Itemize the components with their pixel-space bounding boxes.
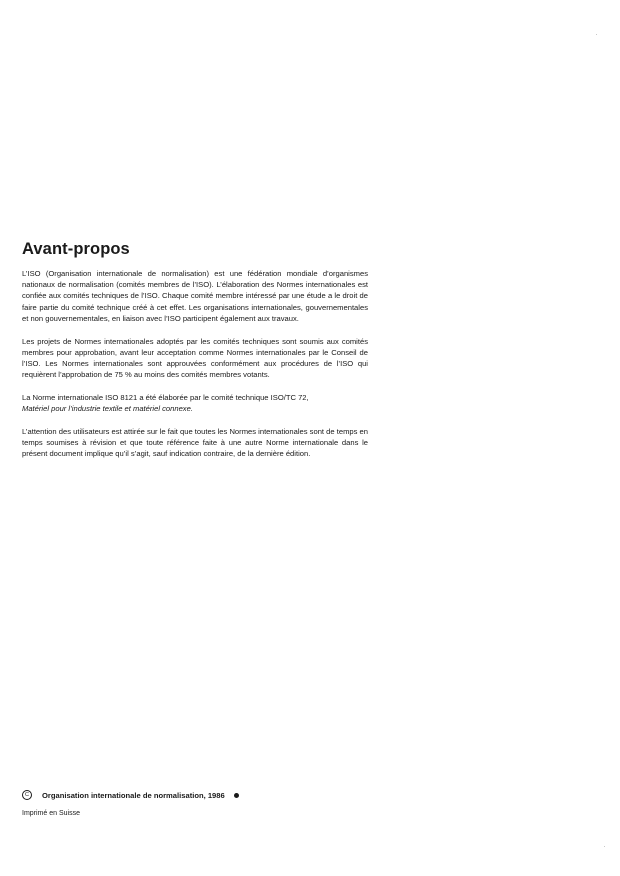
norm-origin-text: La Norme internationale ISO 8121 a été élaborée par le comité technique ISO/TC 72, [22, 393, 309, 403]
scan-speck [604, 846, 605, 847]
printed-in-label: Imprimé en Suisse [22, 810, 80, 817]
copyright-icon: C [22, 790, 32, 800]
paragraph-norm-origin [22, 392, 368, 414]
foreword-body [22, 268, 368, 471]
copyright-text: Organisation internationale de normalisation, 1986 [42, 790, 225, 800]
scan-speck [596, 34, 597, 35]
paragraph-iso-description: L’ISO (Organisation internationale de normalisation) est une fédération mondiale d’organismes nationaux de normalisation (comités membres de l’ISO). L’élaboration des Normes internationales est confiée aux comités techniques de l’ISO. Chaque comité membre intéressé par une étude a le droit de faire partie du comité technique créé à cet effet. Les organisations internationales, gouvernementales et non gouvernementales, en liaison avec l’ISO participent également aux travaux. [22, 269, 368, 323]
paragraph-revision-notice: L’attention des utilisateurs est attirée sur le fait que toutes les Normes internationales sont de temps en temps soumises à révision et que toute référence faite à une autre Norme internationale dans le présent document implique qu’il s’agit, sauf indication contraire, de la dernière édition. [22, 427, 368, 459]
paragraph-approval-process: Les projets de Normes internationales adoptés par les comités techniques sont soumis aux comités membres pour approbation, avant leur acceptation comme Normes internationales par le Conseil de l’ISO. Les Normes internationales sont approuvées conformément aux procédures de l’ISO qui requièrent l’approbation de 75 % au moins des comités membres votants. [22, 336, 368, 380]
committee-title: Matériel pour l’industrie textile et matériel connexe. [22, 404, 193, 414]
page-title: Avant-propos [22, 240, 130, 258]
bullet-icon [234, 793, 239, 798]
copyright-line [22, 790, 239, 800]
